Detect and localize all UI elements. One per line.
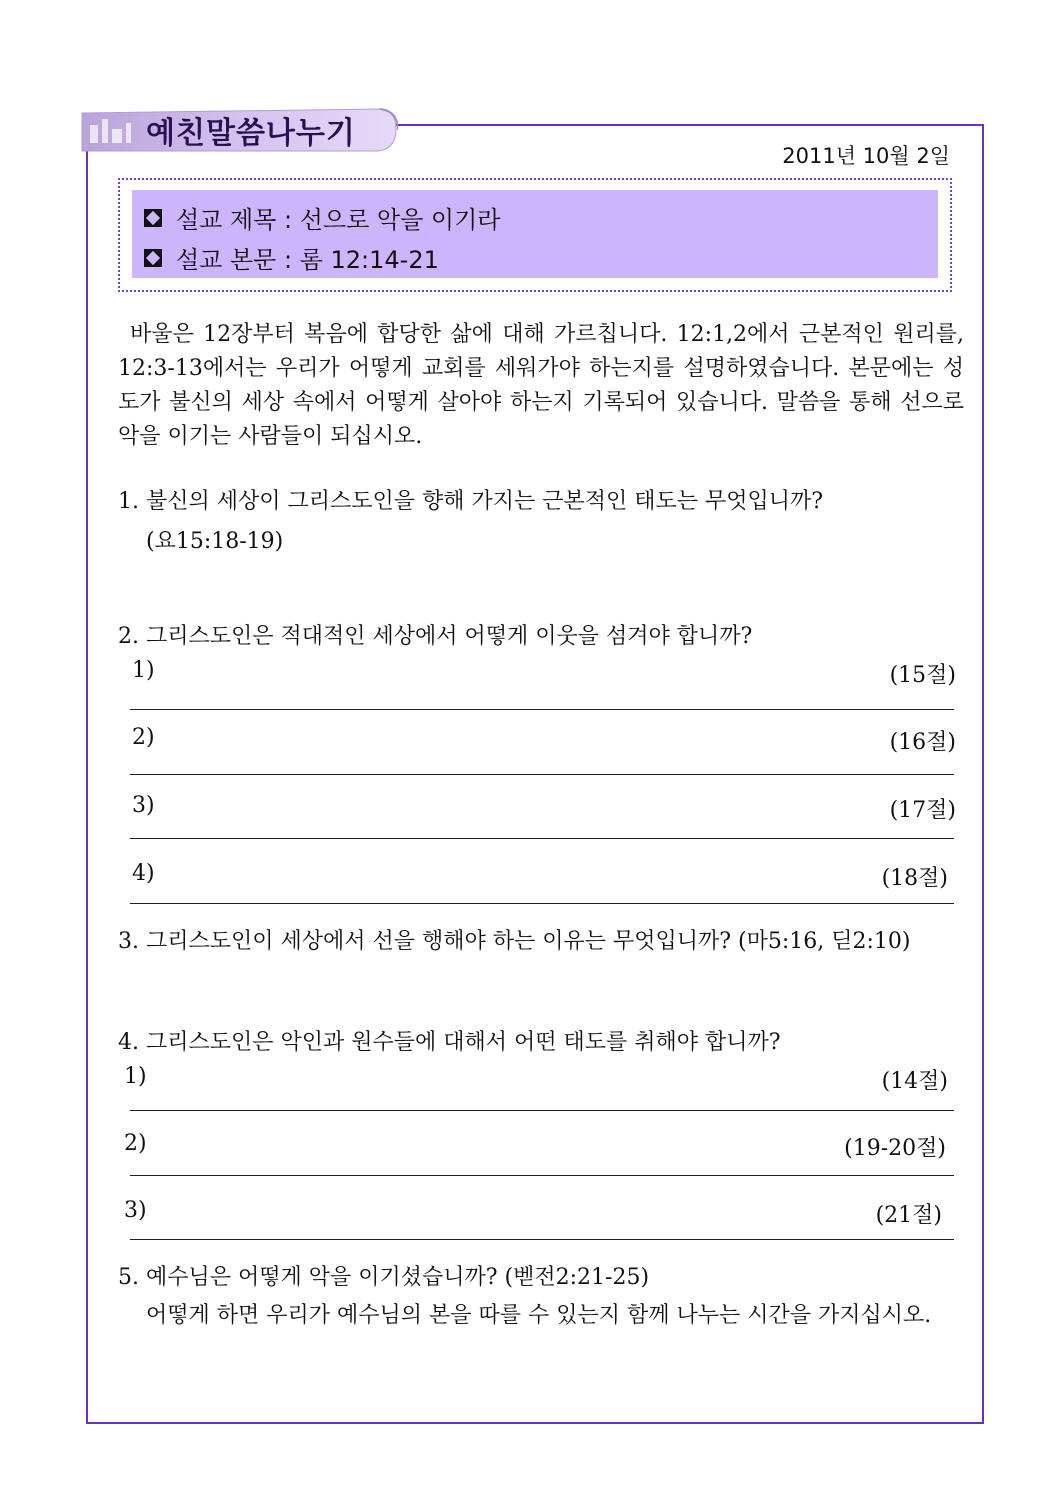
answer-line bbox=[130, 903, 954, 904]
verse-ref: (16절) bbox=[889, 730, 956, 755]
answer-label: 2) bbox=[124, 1131, 147, 1156]
sermon-title-row bbox=[144, 200, 500, 235]
question-5-note: 어떻게 하면 우리가 예수님의 본을 따를 수 있는지 함께 나누는 시간을 가지십시오. bbox=[146, 1303, 932, 1328]
answer-label: 1) bbox=[124, 1064, 147, 1089]
title-rule bbox=[396, 124, 984, 126]
sermon-title: 설교 제목 : 선으로 악을 이기라 bbox=[176, 206, 501, 234]
question-4: 4. 그리스도인은 악인과 원수들에 대해서 어떤 태도를 취해야 합니까? bbox=[118, 1030, 781, 1055]
sermon-text: 설교 본문 : 롬 12:14-21 bbox=[176, 246, 439, 274]
diamond-bullet-icon bbox=[144, 209, 162, 227]
answer-line bbox=[130, 838, 954, 839]
answer-line bbox=[130, 1175, 954, 1176]
answer-label: 4) bbox=[132, 861, 155, 886]
answer-label: 2) bbox=[132, 725, 155, 750]
page-title: 예친말씀나누기 bbox=[146, 116, 356, 151]
question-1-ref: (요15:18-19) bbox=[146, 529, 284, 554]
question-2: 2. 그리스도인은 적대적인 세상에서 어떻게 이웃을 섬겨야 합니까? bbox=[118, 624, 753, 649]
date-label: 2011년 10월 2일 bbox=[782, 144, 950, 168]
verse-ref: (19-20절) bbox=[844, 1136, 946, 1161]
answer-label: 1) bbox=[132, 658, 155, 683]
answer-line bbox=[130, 1239, 954, 1240]
answer-label: 3) bbox=[132, 793, 155, 818]
verse-ref: (18절) bbox=[881, 866, 948, 891]
verse-ref: (15절) bbox=[889, 663, 956, 688]
verse-ref: (21절) bbox=[875, 1203, 942, 1228]
intro-paragraph bbox=[118, 318, 964, 454]
sermon-text-row bbox=[144, 240, 439, 275]
diamond-bullet-icon bbox=[144, 249, 162, 267]
question-1: 1. 불신의 세상이 그리스도인을 향해 가지는 근본적인 태도는 무엇입니까? bbox=[118, 489, 824, 514]
question-3: 3. 그리스도인이 세상에서 선을 행해야 하는 이유는 무엇입니까? (마5:16, 딛2:10) bbox=[118, 929, 911, 954]
question-5: 5. 예수님은 어떻게 악을 이기셨습니까? (벧전2:21-25) bbox=[118, 1265, 650, 1290]
verse-ref: (14절) bbox=[881, 1069, 948, 1094]
verse-ref: (17절) bbox=[889, 798, 956, 823]
sermon-info-fill bbox=[132, 190, 938, 278]
answer-line bbox=[130, 774, 954, 775]
intro-text: 바울은 12장부터 복음에 합당한 삶에 대해 가르칩니다. 12:1,2에서 근본적인 원리를, 12:3-13에서는 우리가 어떻게 교회를 세워가야 하는지를 설명하였습니다. 본문에는 성도가 불신의 세상 속에서 어떻게 살아야 하는지 기록되어 있습니다. 말씀을 통해 선으로 악을 이기는 사람들이 되십시오. bbox=[118, 322, 964, 449]
answer-label: 3) bbox=[124, 1198, 147, 1223]
sermon-info-box bbox=[118, 178, 952, 292]
answer-line bbox=[130, 709, 954, 710]
answer-line bbox=[130, 1110, 954, 1111]
